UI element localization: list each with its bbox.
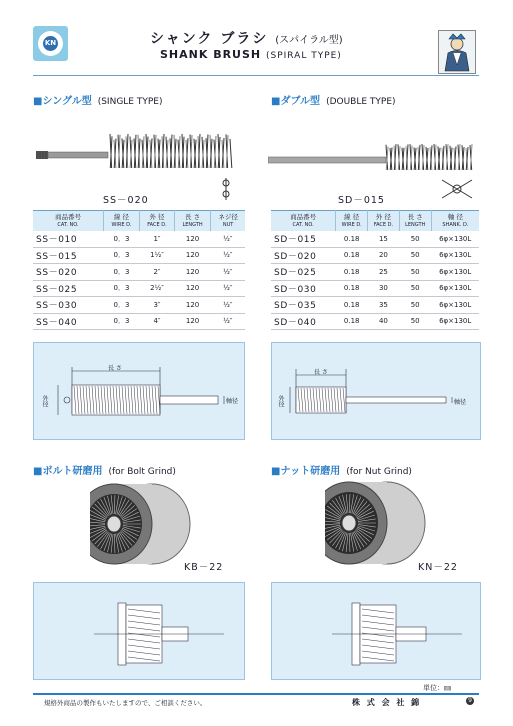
table-cell: ½″ [211, 247, 245, 264]
column-header: 長 さ LENGTH [399, 211, 431, 232]
nut-grind-heading: ■ナット研磨用 (for Nut Grind) [271, 466, 412, 477]
table-cell: 120 [174, 280, 210, 297]
table-row [271, 247, 479, 264]
table-cell: 0．3 [104, 297, 140, 314]
table-row [271, 231, 479, 247]
mascot-illustration [438, 30, 476, 74]
column-header: 外 径 FACE D. [368, 211, 399, 232]
catalog-number-cell: SD－015 [271, 231, 336, 247]
column-header: 商品番号 CAT. NO. [33, 211, 104, 232]
title-ja-sub: (スパイラル型) [275, 35, 343, 46]
table-cell: 6φ×130L [431, 313, 479, 330]
table-cell: ½″ [211, 297, 245, 314]
company-logo: KN [33, 26, 68, 61]
bolt-brush-photo [90, 480, 200, 570]
double-end-view-icon [440, 178, 474, 204]
table-cell: 0.18 [336, 297, 368, 314]
catalog-number-cell: SS－020 [33, 264, 104, 281]
company-mark: 錦 [411, 698, 422, 707]
single-type-heading: ■シングル型 (SINGLE TYPE) [33, 96, 163, 107]
table-cell: 120 [174, 297, 210, 314]
table-cell: 35 [368, 297, 399, 314]
table-cell: 0．3 [104, 231, 140, 247]
title-en-sub: (SPIRAL TYPE) [265, 51, 342, 61]
table-cell: 1½″ [140, 247, 175, 264]
table-cell: 15 [368, 231, 399, 247]
catalog-number-cell: SD－035 [271, 297, 336, 314]
table-row [33, 297, 245, 314]
custom-order-note: 規格外商品の製作もいたしますので、ご相談ください。 [44, 699, 207, 707]
table-cell: 6φ×130L [431, 297, 479, 314]
catalog-number-cell: SD－020 [271, 247, 336, 264]
page-title-ja [150, 28, 343, 48]
single-dimension-diagram: 長 さ 外径 軸径 [33, 342, 245, 440]
single-spec-table [33, 210, 245, 330]
double-type-heading: ■ダブル型 (DOUBLE TYPE) [271, 96, 396, 107]
table-cell: 0.18 [336, 247, 368, 264]
table-cell: 3″ [140, 297, 175, 314]
column-header: 外 径 FACE D. [140, 211, 175, 232]
title-en-main: SHANK BRUSH [160, 48, 262, 61]
column-header: 線 径 WIRE D. [104, 211, 140, 232]
table-cell: ½″ [211, 231, 245, 247]
table-cell: 50 [399, 247, 431, 264]
column-header: 線 径 WIRE D. [336, 211, 368, 232]
single-product-code: SS－020 [103, 195, 149, 206]
double-spec-table [271, 210, 479, 330]
table-cell: 0．3 [104, 280, 140, 297]
table-row [33, 247, 245, 264]
footer-divider [33, 693, 479, 695]
double-dimension-diagram: 長 さ 外径 軸径 [271, 342, 481, 440]
catalog-number-cell: SS－010 [33, 231, 104, 247]
nut-dimension-diagram [271, 582, 481, 680]
catalog-number-cell: SD－030 [271, 280, 336, 297]
column-header: 長 さ LENGTH [174, 211, 210, 232]
table-cell: 120 [174, 231, 210, 247]
company-label: 株 式 会 社 [352, 698, 407, 707]
page-number: 9 [466, 697, 474, 705]
column-header: ネジ径 NUT [211, 211, 245, 232]
table-cell: 2″ [140, 264, 175, 281]
table-cell: 50 [399, 264, 431, 281]
table-row [271, 313, 479, 330]
bolt-product-code: KB－22 [184, 562, 224, 573]
table-cell: 120 [174, 264, 210, 281]
nut-product-code: KN－22 [418, 562, 458, 573]
title-ja-main: シャンク ブラシ [150, 31, 269, 47]
table-cell: 25 [368, 264, 399, 281]
single-brush-photo [36, 118, 236, 168]
catalog-number-cell: SS－025 [33, 280, 104, 297]
table-row [271, 264, 479, 281]
table-cell: 50 [399, 280, 431, 297]
catalog-number-cell: SS－030 [33, 297, 104, 314]
table-cell: ½″ [211, 313, 245, 330]
table-cell: 6φ×130L [431, 264, 479, 281]
table-cell: 6φ×130L [431, 231, 479, 247]
column-header: 軸 径 SHANK. D. [431, 211, 479, 232]
table-cell: 4″ [140, 313, 175, 330]
table-cell: 2½″ [140, 280, 175, 297]
header-divider [33, 75, 479, 76]
table-cell: 1″ [140, 231, 175, 247]
table-row [33, 264, 245, 281]
table-cell: 0．3 [104, 264, 140, 281]
table-row [271, 280, 479, 297]
table-cell: ½″ [211, 264, 245, 281]
table-row [33, 313, 245, 330]
table-cell: 50 [399, 231, 431, 247]
table-cell: 0.18 [336, 264, 368, 281]
table-cell: 0.18 [336, 313, 368, 330]
catalog-number-cell: SS－040 [33, 313, 104, 330]
table-cell: 0.18 [336, 231, 368, 247]
table-cell: 0．3 [104, 247, 140, 264]
catalog-number-cell: SD－025 [271, 264, 336, 281]
page-title-en [160, 48, 342, 61]
catalog-number-cell: SS－015 [33, 247, 104, 264]
single-end-view-icon [218, 178, 234, 204]
table-cell: 0.18 [336, 280, 368, 297]
table-cell: 120 [174, 247, 210, 264]
nut-brush-photo [325, 478, 435, 570]
table-row [33, 280, 245, 297]
table-cell: 50 [399, 297, 431, 314]
catalog-number-cell: SD－040 [271, 313, 336, 330]
double-product-code: SD－015 [338, 195, 385, 206]
table-cell: 50 [399, 313, 431, 330]
table-row [271, 297, 479, 314]
table-cell: 0．3 [104, 313, 140, 330]
table-cell: ½″ [211, 280, 245, 297]
table-cell: 30 [368, 280, 399, 297]
table-row [33, 231, 245, 247]
table-cell: 6φ×130L [431, 247, 479, 264]
bolt-dimension-diagram [33, 582, 245, 680]
table-cell: 20 [368, 247, 399, 264]
table-cell: 6φ×130L [431, 280, 479, 297]
table-cell: 120 [174, 313, 210, 330]
bolt-grind-heading: ■ボルト研磨用 (for Bolt Grind) [33, 466, 176, 477]
company-name [352, 697, 421, 708]
double-brush-photo [268, 110, 478, 170]
column-header: 商品番号 CAT. NO. [271, 211, 336, 232]
table-cell: 40 [368, 313, 399, 330]
unit-label: 単位：㎜ [423, 684, 451, 692]
